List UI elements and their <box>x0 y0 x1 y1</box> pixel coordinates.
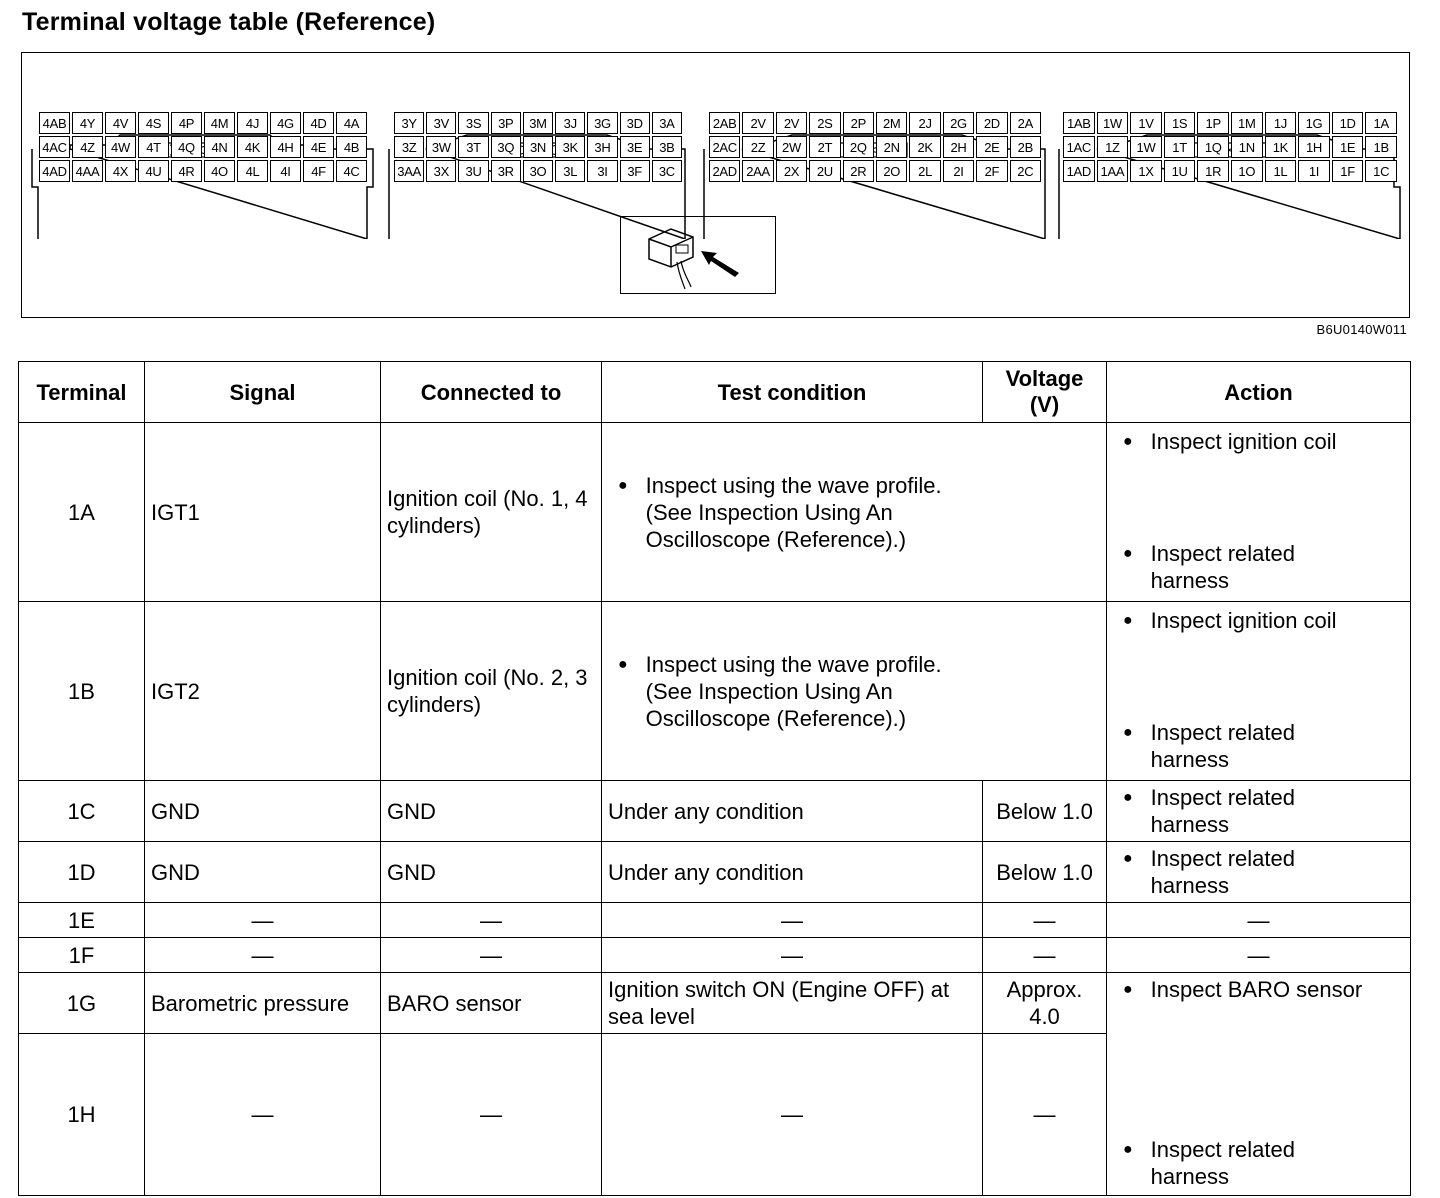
pin-1u: 1U <box>1164 160 1196 182</box>
pin-1f: 1F <box>1332 160 1364 182</box>
connected-to-cell: BARO sensor <box>381 973 602 1034</box>
action-text: Inspect ignition coil <box>1150 608 1337 633</box>
pin-4n: 4N <box>204 136 235 158</box>
voltage-cell: Approx. 4.0 <box>983 973 1107 1034</box>
pin-1w: 1W <box>1097 112 1129 134</box>
pin-1n: 1N <box>1231 136 1263 158</box>
pin-4m: 4M <box>204 112 235 134</box>
pin-3b: 3B <box>652 136 682 158</box>
voltage-cell: — <box>983 903 1107 938</box>
pin-2v: 2V <box>742 112 773 134</box>
table-row <box>19 938 1411 973</box>
pin-2ac: 2AC <box>709 136 740 158</box>
pin-3y: 3Y <box>394 112 424 134</box>
terminal-cell: 1F <box>19 938 145 973</box>
pin-3n: 3N <box>523 136 553 158</box>
terminal-cell: 1B <box>19 602 145 781</box>
terminal-voltage-table <box>18 361 1411 1196</box>
pin-3v: 3V <box>426 112 456 134</box>
pin-2u: 2U <box>809 160 840 182</box>
pin-4b: 4B <box>336 136 367 158</box>
signal-cell: — <box>145 938 381 973</box>
table-row <box>19 423 1411 602</box>
pin-2g: 2G <box>943 112 974 134</box>
test-condition-cell: — <box>602 903 983 938</box>
table-row <box>19 781 1411 842</box>
pin-2r: 2R <box>843 160 874 182</box>
pin-4j: 4J <box>237 112 268 134</box>
pin-4x: 4X <box>105 160 136 182</box>
table-header-row <box>19 362 1411 423</box>
test-condition-cell <box>602 602 1107 781</box>
pin-3k: 3K <box>555 136 585 158</box>
connected-to-cell: — <box>381 938 602 973</box>
bullet-icon: ● <box>1123 1141 1133 1158</box>
terminal-cell: 1D <box>19 842 145 903</box>
terminal-cell: 1G <box>19 973 145 1034</box>
pin-2aa: 2AA <box>742 160 773 182</box>
pin-2x: 2X <box>776 160 807 182</box>
pin-2q: 2Q <box>843 136 874 158</box>
pin-1r: 1R <box>1197 160 1229 182</box>
pin-grid-4 <box>38 111 368 183</box>
pin-2ad: 2AD <box>709 160 740 182</box>
terminal-cell: 1A <box>19 423 145 602</box>
pin-4f: 4F <box>303 160 334 182</box>
test-condition-cell: Under any condition <box>602 842 983 903</box>
pin-2p: 2P <box>843 112 874 134</box>
pin-2o: 2O <box>876 160 907 182</box>
pin-4ad: 4AD <box>39 160 70 182</box>
pin-grid-2 <box>708 111 1042 183</box>
bullet-icon: ● <box>1123 850 1133 867</box>
pin-3aa: 3AA <box>394 160 424 182</box>
terminal-cell: 1E <box>19 903 145 938</box>
pin-3h: 3H <box>587 136 617 158</box>
pin-1j: 1J <box>1265 112 1297 134</box>
test-condition-cell: — <box>602 938 983 973</box>
pin-3c: 3C <box>652 160 682 182</box>
header-signal: Signal <box>145 362 381 423</box>
action-text: Inspect BARO sensor <box>1150 977 1363 1002</box>
pin-1t: 1T <box>1164 136 1196 158</box>
pin-3z: 3Z <box>394 136 424 158</box>
pin-3r: 3R <box>491 160 521 182</box>
action-cell <box>1107 781 1411 842</box>
voltage-cell: — <box>983 938 1107 973</box>
action-cell <box>1107 842 1411 903</box>
action-text: Inspect related harness <box>1150 785 1295 837</box>
pin-2b: 2B <box>1010 136 1041 158</box>
pin-1k: 1K <box>1265 136 1297 158</box>
pin-1s: 1S <box>1164 112 1196 134</box>
pin-2z: 2Z <box>742 136 773 158</box>
pin-1e: 1E <box>1332 136 1364 158</box>
action-cell <box>1107 602 1411 781</box>
pin-4a: 4A <box>336 112 367 134</box>
pin-2s: 2S <box>809 112 840 134</box>
pin-4q: 4Q <box>171 136 202 158</box>
terminal-cell: 1H <box>19 1034 145 1196</box>
pin-4c: 4C <box>336 160 367 182</box>
voltage-cell: — <box>983 1034 1107 1196</box>
bullet-icon: ● <box>618 476 628 494</box>
pin-2v: 2V <box>776 112 807 134</box>
pin-3i: 3I <box>587 160 617 182</box>
action-cell: — <box>1107 903 1411 938</box>
pin-1x: 1X <box>1130 160 1162 182</box>
pin-1z: 1Z <box>1097 136 1129 158</box>
pin-3o: 3O <box>523 160 553 182</box>
pin-3s: 3S <box>458 112 488 134</box>
voltage-cell: Below 1.0 <box>983 842 1107 903</box>
bullet-icon: ● <box>1123 724 1133 741</box>
action-text: Inspect related harness <box>1150 846 1295 898</box>
header-voltage-unit: (V) <box>1029 392 1060 417</box>
pin-4u: 4U <box>138 160 169 182</box>
pin-4g: 4G <box>270 112 301 134</box>
pin-3j: 3J <box>555 112 585 134</box>
pin-3u: 3U <box>458 160 488 182</box>
pin-1i: 1I <box>1298 160 1330 182</box>
pin-2a: 2A <box>1010 112 1041 134</box>
pin-4s: 4S <box>138 112 169 134</box>
pin-1h: 1H <box>1298 136 1330 158</box>
signal-cell: GND <box>145 842 381 903</box>
pin-4ab: 4AB <box>39 112 70 134</box>
harness-side-view-icon <box>620 216 776 294</box>
connected-to-cell: — <box>381 903 602 938</box>
pin-4v: 4V <box>105 112 136 134</box>
pin-1g: 1G <box>1298 112 1330 134</box>
pin-4w: 4W <box>105 136 136 158</box>
pin-2l: 2L <box>909 160 940 182</box>
pin-4i: 4I <box>270 160 301 182</box>
signal-cell: IGT2 <box>145 602 381 781</box>
pin-2j: 2J <box>909 112 940 134</box>
connected-to-cell: Ignition coil (No. 2, 3 cylinders) <box>381 602 602 781</box>
pin-2e: 2E <box>976 136 1007 158</box>
signal-cell: — <box>145 903 381 938</box>
pin-1l: 1L <box>1265 160 1297 182</box>
action-text: Inspect related harness <box>1150 541 1295 593</box>
pin-4aa: 4AA <box>72 160 103 182</box>
table-row <box>19 903 1411 938</box>
pin-4p: 4P <box>171 112 202 134</box>
pin-1b: 1B <box>1365 136 1397 158</box>
test-condition-text: Inspect using the wave profile. (See Inspection Using An Oscilloscope (Reference).) <box>645 651 942 731</box>
pin-1p: 1P <box>1197 112 1229 134</box>
pin-1w: 1W <box>1130 136 1162 158</box>
header-voltage-label: Voltage <box>1005 366 1084 391</box>
table-row <box>19 602 1411 781</box>
pin-2i: 2I <box>943 160 974 182</box>
header-action: Action <box>1107 362 1411 423</box>
bullet-icon: ● <box>1123 789 1133 806</box>
pin-grid-1 <box>1062 111 1398 183</box>
pin-2f: 2F <box>976 160 1007 182</box>
bullet-icon: ● <box>1123 545 1133 562</box>
test-condition-text: Inspect using the wave profile. (See Inspection Using An Oscilloscope (Reference).) <box>645 472 942 552</box>
pin-3l: 3L <box>555 160 585 182</box>
test-condition-cell: Under any condition <box>602 781 983 842</box>
pin-4t: 4T <box>138 136 169 158</box>
pin-2k: 2K <box>909 136 940 158</box>
pin-4r: 4R <box>171 160 202 182</box>
action-cell <box>1107 423 1411 602</box>
pin-1m: 1M <box>1231 112 1263 134</box>
header-voltage <box>983 362 1107 423</box>
terminal-cell: 1C <box>19 781 145 842</box>
connected-to-cell: GND <box>381 781 602 842</box>
action-text: Inspect ignition coil <box>1150 429 1337 454</box>
pin-grid-3 <box>393 111 683 183</box>
pin-2t: 2T <box>809 136 840 158</box>
pin-3g: 3G <box>587 112 617 134</box>
pin-4e: 4E <box>303 136 334 158</box>
action-cell <box>1107 973 1411 1196</box>
pin-1o: 1O <box>1231 160 1263 182</box>
pin-1c: 1C <box>1365 160 1397 182</box>
bullet-icon: ● <box>1123 612 1133 629</box>
connected-to-cell: GND <box>381 842 602 903</box>
pin-3f: 3F <box>620 160 650 182</box>
signal-cell: GND <box>145 781 381 842</box>
connected-to-cell: — <box>381 1034 602 1196</box>
pin-3q: 3Q <box>491 136 521 158</box>
header-terminal: Terminal <box>19 362 145 423</box>
test-condition-cell <box>602 423 1107 602</box>
bullet-icon: ● <box>1123 433 1133 450</box>
pin-4h: 4H <box>270 136 301 158</box>
voltage-cell: Below 1.0 <box>983 781 1107 842</box>
pin-3m: 3M <box>523 112 553 134</box>
signal-cell: Barometric pressure <box>145 973 381 1034</box>
pin-3a: 3A <box>652 112 682 134</box>
pin-4k: 4K <box>237 136 268 158</box>
table-row <box>19 842 1411 903</box>
pin-1a: 1A <box>1365 112 1397 134</box>
connector-diagram <box>21 52 1410 318</box>
action-text: Inspect related harness <box>1150 720 1295 772</box>
pin-4y: 4Y <box>72 112 103 134</box>
pin-4z: 4Z <box>72 136 103 158</box>
pin-3p: 3P <box>491 112 521 134</box>
pin-1q: 1Q <box>1197 136 1229 158</box>
pin-4o: 4O <box>204 160 235 182</box>
action-text: Inspect related harness <box>1150 1137 1295 1189</box>
signal-cell: IGT1 <box>145 423 381 602</box>
pin-3t: 3T <box>458 136 488 158</box>
pin-1aa: 1AA <box>1097 160 1129 182</box>
pin-2w: 2W <box>776 136 807 158</box>
pin-4l: 4L <box>237 160 268 182</box>
pin-1ab: 1AB <box>1063 112 1095 134</box>
test-condition-cell: Ignition switch ON (Engine OFF) at sea level <box>602 973 983 1034</box>
table-row <box>19 973 1411 1034</box>
pin-2c: 2C <box>1010 160 1041 182</box>
pin-2h: 2H <box>943 136 974 158</box>
pin-1v: 1V <box>1130 112 1162 134</box>
pin-4d: 4D <box>303 112 334 134</box>
header-test-condition: Test condition <box>602 362 983 423</box>
signal-cell: — <box>145 1034 381 1196</box>
test-condition-cell: — <box>602 1034 983 1196</box>
pin-3d: 3D <box>620 112 650 134</box>
pin-4ac: 4AC <box>39 136 70 158</box>
pin-3e: 3E <box>620 136 650 158</box>
pin-3w: 3W <box>426 136 456 158</box>
connected-to-cell: Ignition coil (No. 1, 4 cylinders) <box>381 423 602 602</box>
action-cell: — <box>1107 938 1411 973</box>
pin-3x: 3X <box>426 160 456 182</box>
bullet-icon: ● <box>1123 981 1133 998</box>
pin-1ac: 1AC <box>1063 136 1095 158</box>
bullet-icon: ● <box>618 655 628 673</box>
pin-2m: 2M <box>876 112 907 134</box>
pin-2n: 2N <box>876 136 907 158</box>
header-connected-to: Connected to <box>381 362 602 423</box>
pin-2d: 2D <box>976 112 1007 134</box>
pin-1ad: 1AD <box>1063 160 1095 182</box>
pin-1d: 1D <box>1332 112 1364 134</box>
pin-2ab: 2AB <box>709 112 740 134</box>
page-title: Terminal voltage table (Reference) <box>22 8 436 36</box>
figure-code: B6U0140W011 <box>1316 322 1407 337</box>
